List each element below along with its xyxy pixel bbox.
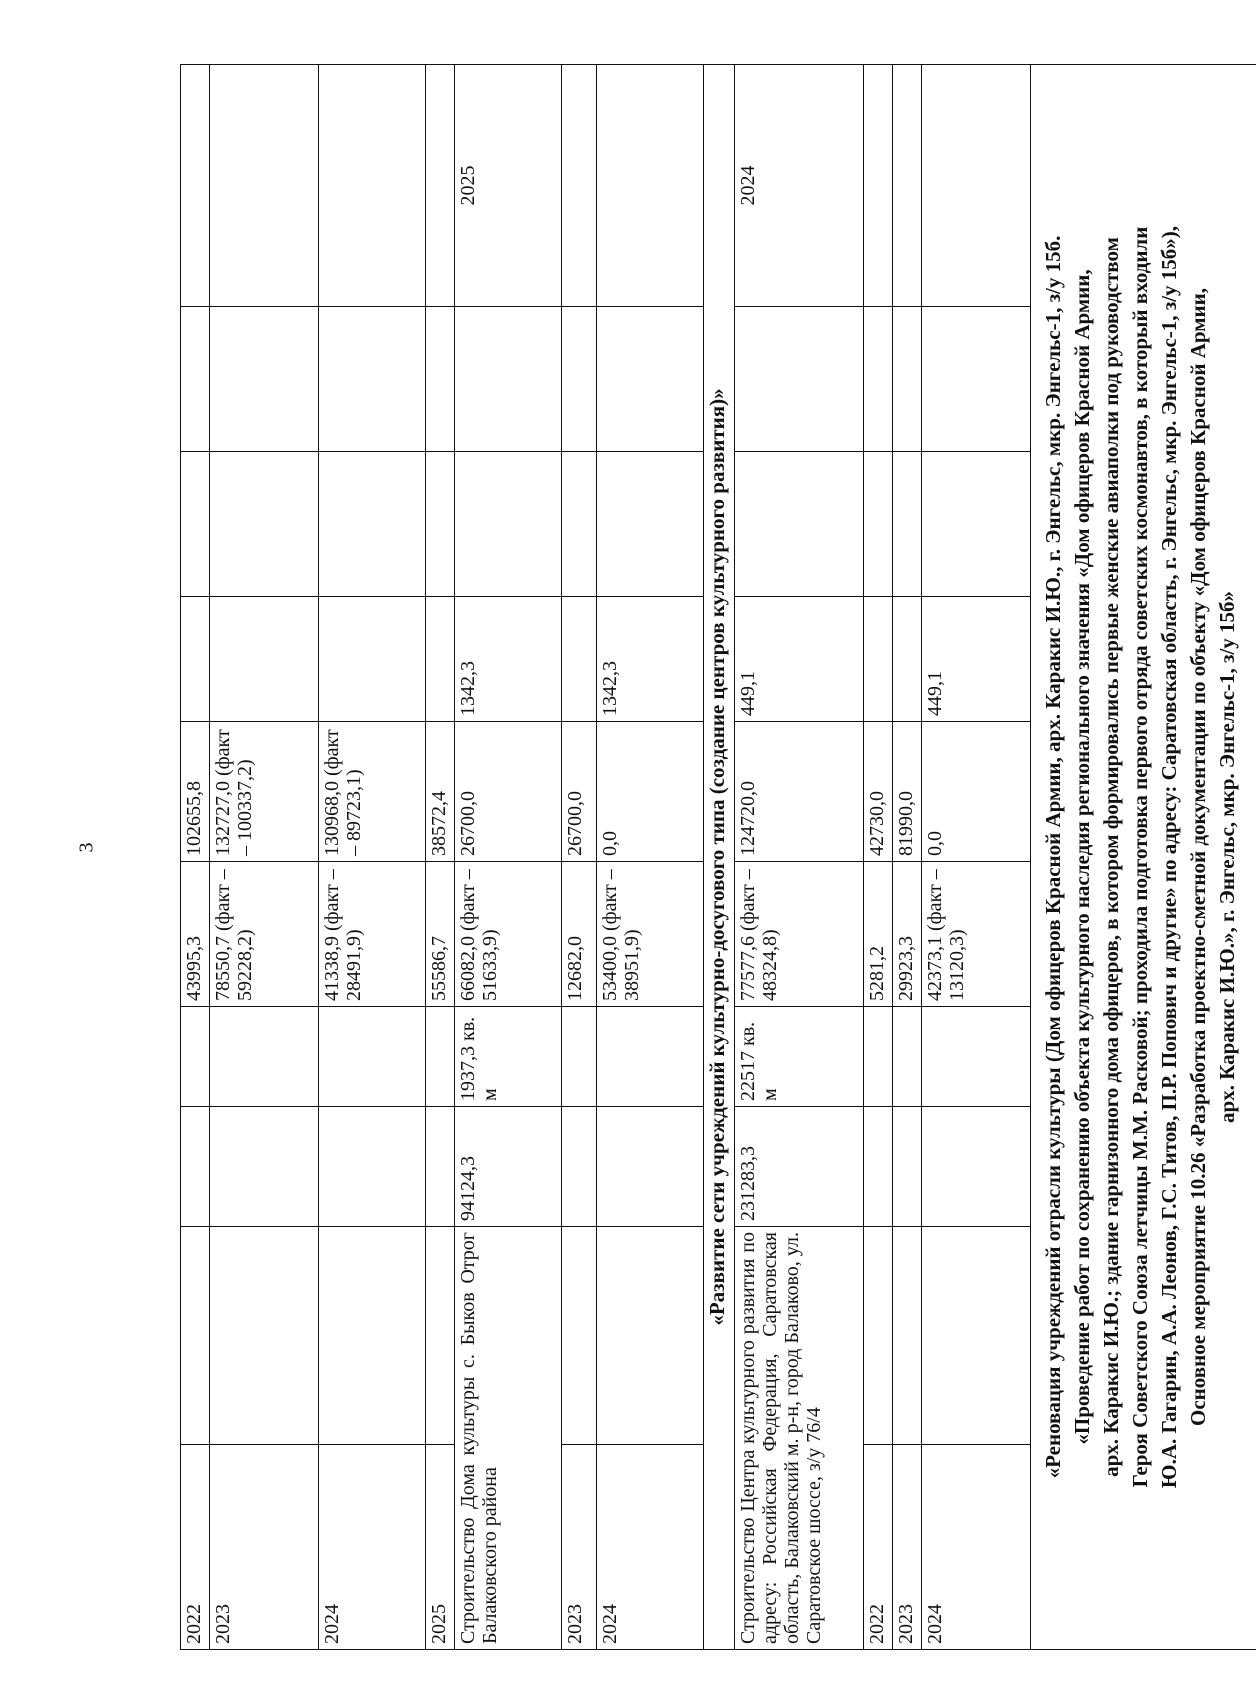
- year-cell: 2023: [893, 1445, 922, 1650]
- value-cell: [893, 597, 922, 722]
- year-cell: 2022: [181, 1445, 210, 1650]
- year-cell: 2024: [597, 1445, 704, 1650]
- section-line: арх. Каракис И.Ю.», г. Энгельс, мкр. Энгельс-1, з/у 15б»: [1215, 590, 1239, 1124]
- table-row: [319, 65, 426, 1650]
- table-row: [735, 65, 864, 1650]
- table-row: [426, 65, 455, 1650]
- value-cell: 41338,9 (факт – 28491,9): [319, 862, 426, 1007]
- table-row: [864, 65, 893, 1650]
- value-cell: 449,1: [922, 597, 1031, 722]
- year-cell: 2024: [922, 1445, 1031, 1650]
- object-name-cell: Строительство Дома культуры с. Быков Отрог Балаковского района: [455, 1227, 562, 1650]
- value-cell: 1342,3: [597, 597, 704, 722]
- term-cell: 2025: [455, 65, 562, 307]
- table-row: [210, 65, 319, 1650]
- value-cell: 26700,0: [562, 722, 597, 862]
- value-cell: 77577,6 (факт – 48324,8): [735, 862, 864, 1007]
- value-cell: 12682,0: [562, 862, 597, 1007]
- table-row: [893, 65, 922, 1650]
- year-cell: 2024: [319, 1445, 426, 1650]
- section-title: «Развитие сети учреждений культурно-досугового типа (создание центров культурного развития)»: [704, 65, 735, 1650]
- section-line: «Реновация учреждений отрасли культуры (Дом офицеров Красной Армии, арх. Каракис И.Ю., г. Энгельс, мкр. Энгельс-1, з/у 15б.: [1041, 235, 1065, 1479]
- section-line: «Проведение работ по сохранению объекта культурного наследия регионального значения «Дом офицеров Красной Армии,: [1070, 269, 1094, 1445]
- value-cell: 81990,0: [893, 722, 922, 862]
- value-cell: 449,1: [735, 597, 864, 722]
- rotated-page-content: [180, 65, 1239, 1650]
- table-row: [455, 65, 562, 1650]
- year-cell: 2023: [210, 1445, 319, 1650]
- budget-table: [180, 64, 1256, 1650]
- value-cell: 43995,3: [181, 862, 210, 1007]
- value-cell: 1342,3: [455, 597, 562, 722]
- value-cell: 0,0: [597, 722, 704, 862]
- value-cell: 42373,1 (факт – 13120,3): [922, 862, 1031, 1007]
- year-cell: 2022: [864, 1445, 893, 1650]
- capacity-cell: 1937,3 кв. м: [455, 1007, 562, 1107]
- table-row: [922, 65, 1031, 1650]
- value-cell: 124720,0: [735, 722, 864, 862]
- section-line: Героя Советского Союза летчицы М.М. Расковой; проходила подготовка первого отряда советских космонавтов, в который входили: [1128, 226, 1152, 1488]
- value-cell: 26700,0: [455, 722, 562, 862]
- value-cell: [864, 597, 893, 722]
- value-cell: [562, 597, 597, 722]
- section-title: [1031, 65, 1256, 1650]
- section-header-row: [1031, 65, 1256, 1650]
- value-cell: 78550,7 (факт – 59228,2): [210, 862, 319, 1007]
- value-cell: 38572,4: [426, 722, 455, 862]
- value-cell: 66082,0 (факт – 51633,9): [455, 862, 562, 1007]
- value-cell: 55586,7: [426, 862, 455, 1007]
- value-cell: 0,0: [922, 722, 1031, 862]
- object-name-cell: Строительство Центра культурного развития по адресу: Российская Федерация, Саратовская область, Балаковский м. р-н, город Балаково, ул. Саратовское шоссе, з/у 76/4: [735, 1227, 864, 1650]
- section-line: арх. Каракис И.Ю.; здание гарнизонного дома офицеров, в котором формировались первые женские авиаполки под руководством: [1099, 237, 1123, 1477]
- section-line: Ю.А. Гагарин, А.А. Леонов, Г.С. Титов, П.Р. Попович и другие» по адресу: Саратовская область, г. Энгельс, мкр. Энгельс-1, з/у 15б»),: [1157, 225, 1181, 1489]
- capacity-cell: 22517 кв. м: [735, 1007, 864, 1107]
- year-cell: 2023: [562, 1445, 597, 1650]
- term-cell: 2024: [735, 65, 864, 307]
- value-cell: 130968,0 (факт – 89723,1): [319, 722, 426, 862]
- table-row: [597, 65, 704, 1650]
- table-row: [181, 65, 210, 1650]
- section-line: Основное мероприятие 10.26 «Разработка проектно-сметной документации по объекту «Дом офицеров Красной Армии,: [1186, 288, 1210, 1426]
- section-header-row: [704, 65, 735, 1650]
- page-number: 3: [75, 842, 98, 853]
- value-cell: 102655,8: [181, 722, 210, 862]
- value-cell: 53400,0 (факт – 38951,9): [597, 862, 704, 1007]
- value-cell: 42730,0: [864, 722, 893, 862]
- value-cell: 29923,3: [893, 862, 922, 1007]
- year-cell: 2025: [426, 1445, 455, 1650]
- cost-cell: 231283,3: [735, 1107, 864, 1227]
- cost-cell: 94124,3: [455, 1107, 562, 1227]
- value-cell: 132727,0 (факт – 100337,2): [210, 722, 319, 862]
- value-cell: 5281,2: [864, 862, 893, 1007]
- table-row: [562, 65, 597, 1650]
